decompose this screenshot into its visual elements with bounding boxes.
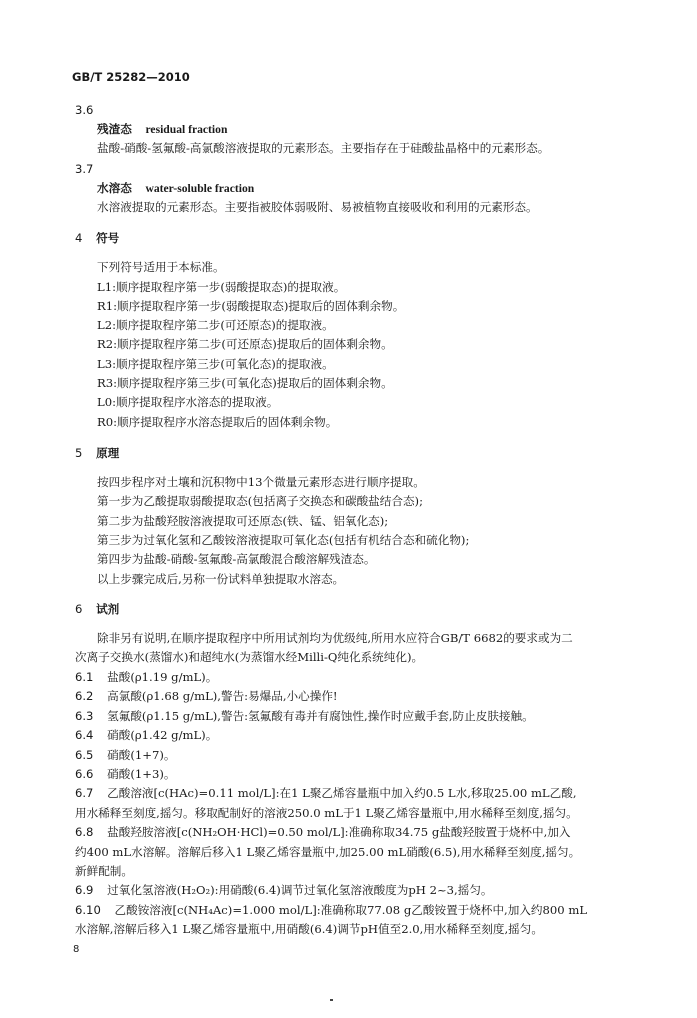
reagent-text: 乙酸溶液[c(HAc)=0.11 mol/L]:在1 L聚乙烯容量瓶中加入约0.5 L水,移取25.00 mL乙酸,	[107, 786, 577, 800]
reagent-number: 6.8	[75, 825, 94, 839]
reagent-item	[75, 669, 217, 685]
term-cn: 残渣态	[97, 122, 132, 136]
term-heading	[97, 121, 227, 138]
reagent-item	[75, 902, 587, 918]
paragraph-line: 第二步为盐酸羟胺溶液提取可还原态(铁、锰、铝氧化态);	[97, 514, 389, 528]
reagent-number: 6.3	[75, 709, 94, 723]
reagent-text: 盐酸(ρ1.19 g/mL)。	[107, 670, 218, 684]
symbol-item: R1:顺序提取程序第一步(弱酸提取态)提取后的固体剩余物。	[97, 299, 405, 313]
term-heading	[97, 180, 254, 197]
symbol-item: R2:顺序提取程序第二步(可还原态)提取后的固体剩余物。	[97, 337, 393, 351]
reagent-item	[75, 747, 175, 763]
symbol-item: R3:顺序提取程序第三步(可氧化态)提取后的固体剩余物。	[97, 376, 393, 390]
section-title: 符号	[96, 231, 120, 245]
section-title: 原理	[96, 446, 120, 460]
reagent-text-continued: 用水稀释至刻度,摇匀。移取配制好的溶液250.0 mL于1 L聚乙烯容量瓶中,用水稀释至刻度,摇匀。	[75, 806, 578, 820]
reagent-number: 6.4	[75, 728, 94, 742]
reagent-item	[75, 688, 338, 704]
symbol-item: L2:顺序提取程序第二步(可还原态)的提取液。	[97, 318, 334, 332]
reagent-text: 乙酸铵溶液[c(NH₄Ac)=1.000 mol/L]:准确称取77.08 g乙酸铵置于烧杯中,加入约800 mL	[114, 903, 588, 917]
reagent-number: 6.1	[75, 670, 94, 684]
scan-artifact-dot	[330, 999, 333, 1001]
reagent-number: 6.9	[75, 883, 94, 897]
reagent-text-continued: 水溶解,溶解后移入1 L聚乙烯容量瓶中,用硝酸(6.4)调节pH值至2.0,用水稀释至刻度,摇匀。	[75, 922, 543, 936]
reagent-item	[75, 882, 493, 898]
page-number: 8	[73, 944, 80, 955]
symbol-item: L0:顺序提取程序水溶态的提取液。	[97, 395, 279, 409]
section-number: 6	[75, 602, 83, 616]
reagent-number: 6.6	[75, 767, 94, 781]
paragraph-line: 除非另有说明,在顺序提取程序中所用试剂均为优级纯,所用水应符合GB/T 6682的要求或为二	[97, 631, 573, 645]
reagent-item	[75, 708, 534, 724]
reagent-text: 硝酸(ρ1.42 g/mL)。	[107, 728, 218, 742]
reagent-number: 6.7	[75, 786, 94, 800]
reagent-text: 高氯酸(ρ1.68 g/mL),警告:易爆品,小心操作!	[107, 689, 338, 703]
reagent-number: 6.2	[75, 689, 94, 703]
symbol-item: R0:顺序提取程序水溶态提取后的固体剩余物。	[97, 415, 338, 429]
term-cn: 水溶态	[97, 181, 132, 195]
term-definition: 盐酸-硝酸-氢氟酸-高氯酸溶液提取的元素形态。主要指存在于硅酸盐晶格中的元素形态。	[97, 141, 550, 155]
paragraph-line: 第四步为盐酸-硝酸-氢氟酸-高氯酸混合酸溶解残渣态。	[97, 552, 376, 566]
term-en: residual fraction	[145, 123, 228, 136]
reagent-number: 6.5	[75, 748, 94, 762]
reagent-text-continued: 新鲜配制。	[75, 864, 133, 878]
reagent-item	[75, 766, 175, 782]
clause-number: 3.7	[75, 162, 94, 176]
reagent-text-continued: 约400 mL水溶解。溶解后移入1 L聚乙烯容量瓶中,加25.00 mL硝酸(6.5),用水稀释至刻度,摇匀。	[75, 845, 581, 859]
section-number: 4	[75, 231, 83, 245]
reagent-text: 氢氟酸(ρ1.15 g/mL),警告:氢氟酸有毒并有腐蚀性,操作时应戴手套,防止皮肤接触。	[107, 709, 534, 723]
term-definition: 水溶液提取的元素形态。主要指被胶体弱吸附、易被植物直接吸收和利用的元素形态。	[97, 200, 538, 214]
reagent-text: 盐酸羟胺溶液[c(NH₂OH·HCl)=0.50 mol/L]:准确称取34.75 g盐酸羟胺置于烧杯中,加入	[107, 825, 571, 839]
reagent-item	[75, 785, 577, 801]
paragraph: 下列符号适用于本标准。	[97, 260, 225, 274]
section-heading	[75, 601, 119, 617]
symbol-item: L3:顺序提取程序第三步(可氧化态)的提取液。	[97, 357, 334, 371]
reagent-text: 过氧化氢溶液(H₂O₂):用硝酸(6.4)调节过氧化氢溶液酸度为pH 2~3,摇匀。	[107, 883, 493, 897]
section-heading	[75, 230, 119, 246]
paragraph-line: 第一步为乙酸提取弱酸提取态(包括离子交换态和碳酸盐结合态);	[97, 494, 423, 508]
paragraph-line: 第三步为过氧化氢和乙酸铵溶液提取可氧化态(包括有机结合态和硫化物);	[97, 533, 470, 547]
symbol-item: L1:顺序提取程序第一步(弱酸提取态)的提取液。	[97, 280, 346, 294]
section-number: 5	[75, 446, 83, 460]
section-title: 试剂	[96, 602, 120, 616]
term-en: water-soluble fraction	[145, 182, 255, 195]
section-heading	[75, 445, 119, 461]
reagent-number: 6.10	[75, 903, 101, 917]
reagent-text: 硝酸(1+3)。	[107, 767, 176, 781]
standard-code: GB/T 25282—2010	[72, 70, 190, 84]
paragraph-line: 按四步程序对土壤和沉积物中13个微量元素形态进行顺序提取。	[97, 475, 425, 489]
reagent-item	[75, 824, 570, 840]
clause-number: 3.6	[75, 103, 94, 117]
paragraph-line: 以上步骤完成后,另称一份试料单独提取水溶态。	[97, 572, 345, 586]
reagent-item	[75, 727, 217, 743]
reagent-text: 硝酸(1+7)。	[107, 748, 176, 762]
paragraph-line: 次离子交换水(蒸馏水)和超纯水(为蒸馏水经Milli-Q纯化系统纯化)。	[75, 650, 424, 664]
